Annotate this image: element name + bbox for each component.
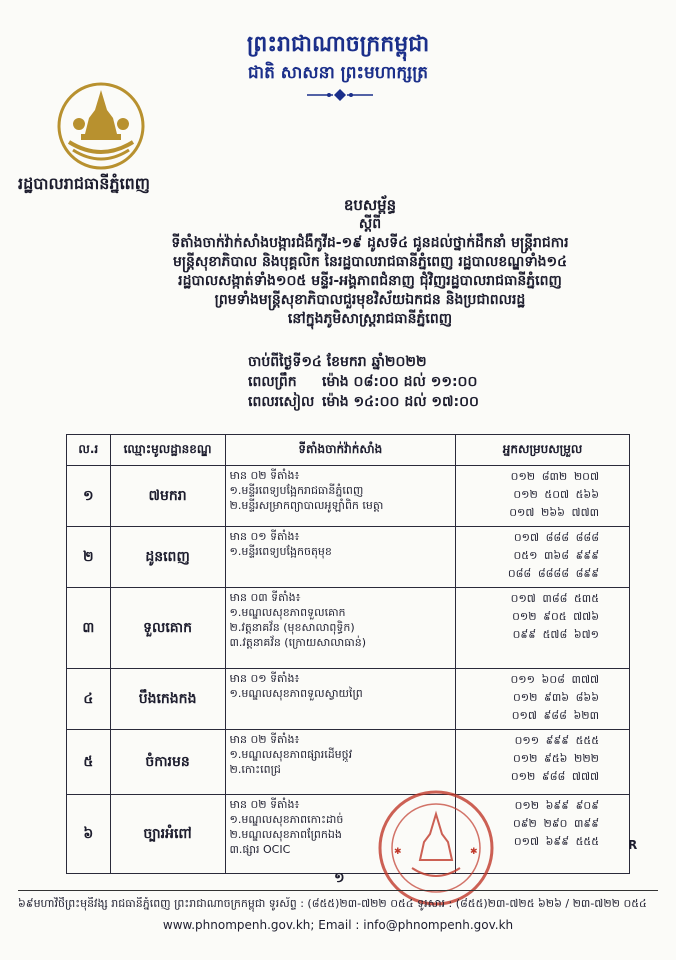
phone-cell: [456, 669, 630, 730]
location-line: មាន ០២ ទីតាំង៖: [229, 733, 300, 746]
title-line: នៅក្នុងភូមិសាស្ត្ររាជធានីភ្នំពេញ: [287, 311, 453, 327]
table-row: [67, 795, 630, 874]
district-name: ដូនពេញ: [110, 527, 225, 588]
table-header-row: [67, 435, 630, 466]
location-line: មាន ០១ ទីតាំង៖: [229, 672, 300, 685]
phnom-penh-logo-icon: [55, 80, 147, 172]
vaccination-centers-table: [66, 434, 630, 874]
phone-number: ០៩៩ ៥៧៨ ៦៧១: [512, 628, 599, 641]
phone-number: ០១១ ៩៩៩ ៥៥៥: [514, 734, 599, 747]
phone-number: ០១២ ៥០៧ ៥៦៦: [513, 488, 599, 501]
svg-text:✱: ✱: [470, 847, 478, 857]
header-district: ឈ្មោះមូលដ្ឋានខណ្ឌ: [110, 435, 225, 466]
location-line: មាន ០១ ទីតាំង៖: [229, 530, 300, 543]
row-number: ៦: [67, 795, 111, 874]
kingdom-heading: ព្រះរាជាណាចក្រកម្ពុជា: [246, 31, 430, 57]
phone-number: ០៨៨ ៨៨៨៨ ៨៩៩: [507, 567, 599, 580]
phone-cell: [456, 588, 630, 669]
title-line: ទីតាំងចាក់វ៉ាក់សាំងបង្ការជំងឺកូវីដ-១៩ ដូសទី៤ ជូនដល់ថ្នាក់ដឹកនាំ មន្ត្រីរាជការ: [171, 235, 569, 251]
location-line: ២.មន្ទីរសម្រាកព្យាបាលអូឡាំពិក មេត្តា: [229, 499, 384, 512]
organization-name: រដ្ឋបាលរាជធានីភ្នំពេញ: [18, 174, 151, 193]
location-cell: [225, 669, 456, 730]
ornament-divider-icon: [305, 88, 375, 102]
phone-number: ០១៧ ៩៨៨ ៦២៣: [511, 709, 599, 722]
phone-number: ០១២ ៩៣៦ ៨៦៦: [512, 691, 599, 704]
phone-number: ០១៧ ២៦៦ ៧៧៣: [509, 506, 599, 519]
table-row: [67, 730, 630, 795]
schedule-morning: [248, 372, 479, 392]
location-line: មាន ០២ ទីតាំង៖: [229, 469, 300, 482]
location-line: មាន ០២ ទីតាំង៖: [229, 798, 300, 811]
phone-number: ០១១ ៦០៨ ៣៧៧: [510, 673, 599, 686]
location-line: ២.កោះពេជ្រ: [229, 763, 281, 776]
location-line: ២.មណ្ឌលសុខភាពព្រែកឯង: [229, 828, 342, 841]
location-line: ១.មណ្ឌលសុខភាពកោះដាច់: [229, 813, 344, 826]
national-motto: ជាតិ សាសនា ព្រះមហាក្សត្រ: [247, 63, 429, 83]
district-name: ច្បារអំពៅ: [110, 795, 225, 874]
table-row: [67, 527, 630, 588]
location-line: ១.មន្ទីរពេទ្យបង្អែករាជធានីភ្នំពេញ: [229, 484, 364, 497]
phone-number: ០៩២ ២៩០ ៣៩៩: [512, 817, 599, 830]
page-number: ១: [334, 870, 345, 886]
document-title: [150, 196, 590, 329]
location-line: ១.មណ្ឌលសុខភាពទួលស្វាយព្រៃ: [229, 687, 363, 700]
header-locations: ទីតាំងចាក់វ៉ាក់សាំង: [225, 435, 456, 466]
phone-number: ០១២ ៦៩៩ ៩០៩: [514, 799, 599, 812]
location-line: ១.មន្ទីរពេទ្យបង្អែកចតុមុខ: [229, 545, 332, 558]
phone-number: ០១២ ៨៣២ ២០៧: [510, 470, 599, 483]
location-cell: [225, 730, 456, 795]
location-cell: [225, 588, 456, 669]
morning-label: ពេលព្រឹក: [248, 374, 297, 390]
title-line: ឧបសម្ព័ន្ធ: [343, 196, 397, 214]
phone-number: ០១២ ៩៨៨ ៧៧៧: [510, 770, 599, 783]
phone-number: ០៥១ ៣៦៨ ៩៩៩: [513, 549, 599, 562]
phone-number: ០១២ ៩៥៦ ២២២: [512, 752, 599, 765]
phone-cell: [456, 466, 630, 527]
table-row: [67, 588, 630, 669]
header-coordinators: អ្នកសម្របសម្រួល: [456, 435, 630, 466]
footer-address: ៦៩មហាវិថីព្រះមុនីវង្ស រាជធានីភ្នំពេញ ព្រះរាជាណាចក្រកម្ពុជា ទូរស័ព្ទ : (៨៥៥)២៣-៧២២ ០៥៤ ទូរសារ : (៨៥៥)២៣-៧២៥ ៦២៦ / ២៣-៧២២ ០៥៤: [18, 897, 647, 910]
row-number: ២: [67, 527, 111, 588]
afternoon-label: ពេលរសៀល: [248, 394, 315, 410]
table-row: [67, 669, 630, 730]
title-line: មន្ត្រីសុខាភិបាល និងបុគ្គលិក នៃរដ្ឋបាលរាជធានីភ្នំពេញ រដ្ឋបាលខណ្ឌទាំង១៤: [172, 254, 568, 270]
location-line: ១.មណ្ឌលសុខភាពទួលគោក: [229, 606, 346, 619]
title-line: ស្តីពី: [358, 216, 382, 232]
location-line: ៣.ផ្សារ OCIC: [229, 843, 291, 856]
row-number: ៣: [67, 588, 111, 669]
phone-number: ០១៧ ៨៨៨ ៨៨៨: [513, 531, 599, 544]
location-cell: [225, 466, 456, 527]
location-line: ១.មណ្ឌលសុខភាពផ្សារដើមថ្កូវ: [229, 748, 353, 761]
schedule-afternoon: [248, 392, 479, 412]
morning-time: ម៉ោង ០៨:០០ ដល់ ១១:០០: [322, 374, 478, 390]
afternoon-time: ម៉ោង ១៤:០០ ដល់ ១៧:០០: [322, 394, 479, 410]
location-line: ៣.វត្តនាគវ័ន (ក្រោយសាលាធាន់): [229, 636, 366, 649]
phone-number: ០១៧ ៦៩៩ ៥៥៥: [513, 835, 599, 848]
header-no: ល.រ: [67, 435, 111, 466]
title-line: ព្រមទាំងមន្ត្រីសុខាភិបាលជួរមុខវិស័យឯកជន និងប្រជាពលរដ្ឋ: [214, 292, 526, 308]
location-line: មាន ០៣ ទីតាំង៖: [229, 591, 301, 604]
title-line: រដ្ឋបាលសង្កាត់ទាំង១០៥ មន្ទីរ-អង្គភាពជំនាញ ជុំវិញរដ្ឋបាលរាជធានីភ្នំពេញ: [178, 273, 562, 289]
district-name: ចំការមន: [110, 730, 225, 795]
phone-cell: [456, 527, 630, 588]
row-number: ១: [67, 466, 111, 527]
district-name: បឹងកេងកង: [110, 669, 225, 730]
district-name: ៧មករា: [110, 466, 225, 527]
footer-divider: [18, 890, 658, 891]
location-line: ២.វត្តនាគវ័ន (មុខសាលាពុទ្ធិក): [229, 621, 355, 634]
phone-number: ០១៧ ៣៨៨ ៥៣៥: [510, 592, 599, 605]
handwritten-mark: R: [628, 838, 638, 852]
phone-cell: [456, 730, 630, 795]
schedule-start: ចាប់ពីថ្ងៃទី១៤ ខែមករា ឆ្នាំ២០២២: [248, 354, 427, 370]
location-cell: [225, 527, 456, 588]
svg-text:✱: ✱: [394, 847, 402, 857]
table-row: [67, 466, 630, 527]
footer-web-email: www.phnompenh.gov.kh; Email : info@phnompenh.gov.kh: [162, 918, 514, 932]
district-name: ទួលគោក: [110, 588, 225, 669]
row-number: ៤: [67, 669, 111, 730]
row-number: ៥: [67, 730, 111, 795]
phone-number: ០១២ ៩០៥ ៧៧៦: [512, 610, 599, 623]
schedule-block: [248, 352, 479, 412]
